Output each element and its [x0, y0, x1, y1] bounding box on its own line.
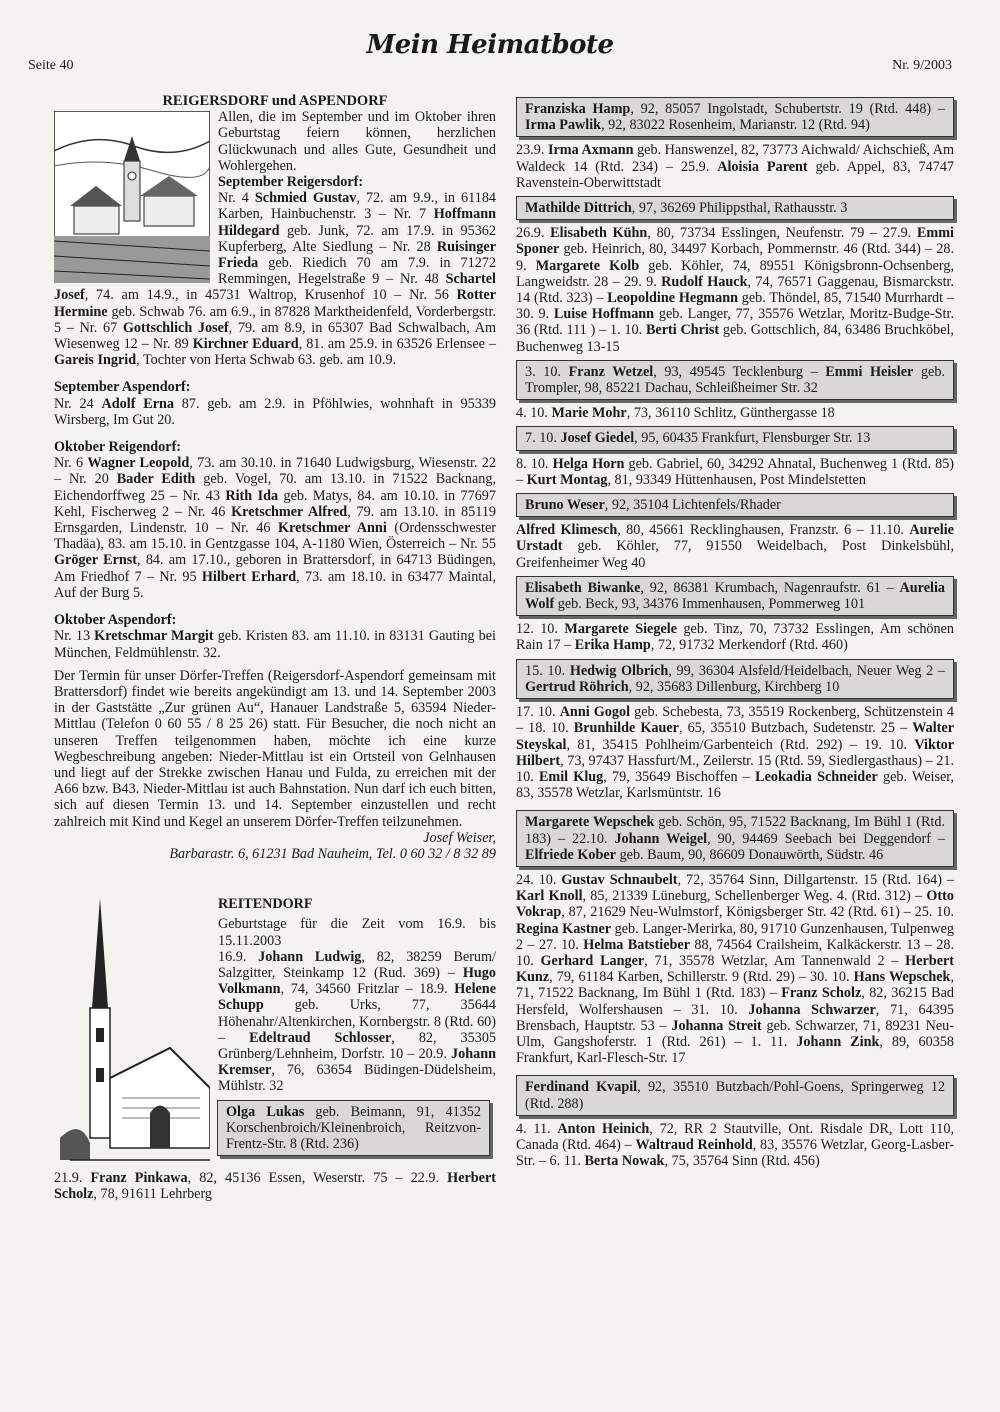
highlight-box-biwanke — [516, 576, 954, 616]
list-entry: Alfred Klimesch, 80, 45661 Recklinghausen, Franzstr. 6 – 11.10. Aurelie Urstadt geb. Köhler, 77, 91550 Weidelbach, Post Dinkelsbühl, Greifenheimer Weg 40 — [516, 522, 954, 571]
box-text: Mathilde Dittrich, 97, 36269 Philippsthal, Rathausstr. 3 — [525, 200, 848, 217]
highlight-box-olga-lukas — [217, 1100, 490, 1157]
highlight-box-wetzel — [516, 360, 954, 400]
subtitle-sept-reigersdorf: September Reigersdorf: — [218, 174, 364, 191]
intro-text: Allen, die im September und im Oktober ihren Geburtstag feiern können, herzlichen Glückwunach und alles Gute, Gesundheit und Wohlergehen. — [218, 109, 496, 174]
church-drawing-icon — [60, 898, 210, 1168]
reitendorf-block — [217, 896, 496, 1156]
sept-aspendorf-list: Nr. 24 Adolf Erna 87. geb. am 2.9. in Pföhlwies, wohnhaft in 95339 Wirsberg, Im Gut 20. — [54, 395, 497, 428]
page-number: Seite 40 — [28, 58, 74, 73]
list-entry: 17. 10. Anni Gogol geb. Schebesta, 73, 35519 Rockenberg, Schützenstein 4 – 18. 10. Brunhilde Kauer, 65, 35510 Butzbach, Sudetenstr. 25 – Walter Steyskal, 81, 35415 Pohlheim/Garbenteich (Rtd. 292) – 19. 10. Viktor Hilbert, 73, 97437 Hassfurt/M., Zeilerstr. 15 (Rtd. 59, Siedlergasthaus) – 21. 10. Emil Klug, 79, 35649 Bischoffen – Leokadia Schneider geb. Weiser, 83, 35578 Wetzlar, Karlsmüntstr. 16 — [516, 704, 955, 802]
highlight-box-hamp — [516, 97, 954, 137]
sept-reigersdorf-list: Nr. 4 Schmied Gustav, 72. am 9.9., in 61184 Karben, Hainbuchenstr. 3 – Nr. 7 Hoffmann Hildegard geb. Junk, 72. am 17.9. in 95362 Kupferberg, Alte Siedlung – Nr. 28 Ruisinger Frieda geb. Riedich 70 am 7.9. in 71272 Remmingen, Hegelstraße 9 – Nr. 48 Schartel Josef, 74. am 14.9., in 45731 Waltrop, Krusenhof 10 – Nr. 56 Rotter Hermine geb. Schwab 76. am 6.9., in 87828 Marktheidenfeld, Vorderbergstr. 5 – Nr. 67 Gottschlich Josef, 79. am 8.9, in 65307 Bad Schwalbach, Am Wiesenweg 12 – Nr. 89 Kirchner Eduard, 81. am 25.9. in 63526 Erlensee – Gareis Ingrid, Tochter von Herta Schwab 63. geb. am 10.9. — [54, 190, 497, 369]
issue-number: Nr. 9/2003 — [892, 58, 952, 73]
subtitle-okt-aspendorf: Oktober Aspendorf: — [54, 612, 177, 629]
highlight-box-wepschek — [516, 810, 954, 867]
okt-reigendorf-list: Nr. 6 Wagner Leopold, 73. am 30.10. in 71640 Ludwigsburg, Wiesenstr. 22 – Nr. 20 Bader Edith geb. Vogel, 70. am 13.10. in 71522 Backnang, Eichendorffweg 25 – Nr. 43 Rith Ida geb. Matys, 84. am 10.10. in 77697 Kehl, Fischerweg 2 – Nr. 46 Kretschmer Alfred, 79. am 13.10. in 85119 Ernsgarden, Lindenstr. 10 – Nr. 46 Kretschmer Anni (Ordensschwester Thadäa), 83. am 15.10. in Gentzgasse 104, A-1180 Wien, Österreich – Nr. 55 Gröger Ernst, 84. am 17.10., geboren in Brattersdorf, in 64713 Büdingen, Am Friedhof 7 – Nr. 95 Hilbert Erhard, 73. am 18.10. in 63477 Maintal, Auf der Burg 5. — [54, 455, 497, 601]
highlight-box-giedel — [516, 426, 954, 450]
okt-aspendorf-list: Nr. 13 Kretschmar Margit geb. Kristen 83. am 11.10. in 83131 Gauting bei München, Feldmühlenstr. 32. — [54, 628, 496, 661]
box-text: Margarete Wepschek geb. Schön, 95, 71522 Backnang, Im Bühl 1 (Rtd. 183) – 22.10. Johann Weigel, 90, 94469 Seebach bei Deggendorf – Elfriede Kober geb. Baum, 90, 86609 Donauwörth, Südstr. 46 — [525, 814, 946, 863]
section-title-reigersdorf: REIGERSDORF und ASPENDORF — [162, 93, 388, 109]
box-text: Elisabeth Biwanke, 92, 86381 Krumbach, Nagenraufstr. 61 – Aurelia Wolf geb. Beck, 93, 34376 Immenhausen, Pommerweg 101 — [525, 579, 945, 613]
list-entry: 8. 10. Helga Horn geb. Gabriel, 60, 34292 Ahnatal, Buchenweg 1 (Rtd. 85) – Kurt Montag, 81, 93349 Hüttenhausen, Post Mindelstetten — [516, 455, 955, 488]
list-entry: 24. 10. Gustav Schnaubelt, 72, 35764 Sinn, Dillgartenstr. 15 (Rtd. 164) – Karl Knoll, 85, 21339 Lüneburg, Schellenberger Weg. 4. (Rtd. 312) – Otto Vokrap, 87, 21629 Neu-Wulmstorf, Königsberger Str. 42 (Rtd. 61) – 25. 10. Regina Kastner geb. Langer-Merirka, 80, 91710 Gunzenhausen, Tulpenweg 2 – 27. 10. Helma Batstieber 88, 74564 Crailsheim, Kalkäckerstr. 13 – 28. 10. Gerhard Langer, 71, 35578 Wetzlar, Am Tannenwald 2 – Herbert Kunz, 79, 61184 Karben, Schillerstr. 9 (Rtd. 29) – 30. 10. Hans Wepschek, 71, 71522 Backnang, Im Bühl 1 (Rtd. 183) – Franz Scholz, 82, 36215 Bad Hersfeld, Wolfershausen – 31. 10. Johanna Schwarzer, 71, 64395 Brensbach, Hauptstr. 53 – Johanna Streit geb. Schwarzer, 71, 89231 Neu-Ulm, Gangshoferstr. 1 (Rtd. 261) – 1. 11. Johann Zink, 89, 60358 Frankfurt, Karl-Flesch-Str. 17 — [516, 871, 955, 1067]
highlight-box-olbrich — [516, 659, 954, 699]
section-title-reitendorf: REITENDORF — [218, 896, 313, 913]
masthead-logo: Mein Heimatbote — [366, 30, 614, 60]
signature-address: Barbarastr. 6, 61231 Bad Nauheim, Tel. 0 60 32 / 8 32 89 — [169, 845, 496, 862]
box-text: 15. 10. Hedwig Olbrich, 99, 36304 Alsfeld/Heidelbach, Neuer Weg 2 – Gertrud Röhrich, 92, 35683 Dillenburg, Kirchberg 10 — [525, 662, 945, 695]
reitendorf-list: 16.9. Johann Ludwig, 82, 38259 Berum/ Salzgitter, Steinkamp 12 (Rud. 369) – Hugo Volkmann, 74, 34560 Fritzlar – 18.9. Helene Schupp geb. Urks, 77, 35644 Höhenahr/Altenkirchen, Kornbergstr. 8 (Rtd. 60) – Edeltraud Schlosser, 82, 35305 Grünberg/Lehnheim, Dorfstr. 10 – 20.9. Johann Kremser, 76, 63654 Büdingen-Düdelsheim, Mühlstr. 32 — [218, 948, 496, 1095]
box-text: Olga Lukas geb. Beimann, 91, 41352 Korschenbroich/Kleinenbroich, Reitzvon-Frentz-Str. 8 (Rtd. 236) — [226, 1103, 481, 1152]
list-entry: 23.9. Irma Axmann geb. Hanswenzel, 82, 73773 Aichwald/ Aichschieß, Am Waldeck 14 (Rtd. 234) – 25.9. Aloisia Parent geb. Appel, 83, 74747 Ravenstein-Oberwittstadt — [516, 142, 955, 191]
reitendorf-list-end: 21.9. Franz Pinkawa, 82, 45136 Essen, Weserstr. 75 – 22.9. Herbert Scholz, 78, 91611 Lehrberg — [54, 1170, 496, 1203]
highlight-box-kvapil — [516, 1075, 954, 1115]
box-text: 3. 10. Franz Wetzel, 93, 49545 Tecklenburg – Emmi Heisler geb. Trompler, 98, 85221 Dachau, Schleißheimer Str. 32 — [525, 363, 945, 397]
box-text: 7. 10. Josef Giedel, 95, 60435 Frankfurt, Flensburger Str. 13 — [525, 430, 871, 447]
highlight-box-dittrich — [516, 196, 954, 220]
box-text: Franziska Hamp, 92, 85057 Ingolstadt, Schubertstr. 19 (Rtd. 448) – Irma Pawlik, 92, 83022 Rosenheim, Marianstr. 12 (Rtd. 94) — [525, 101, 946, 134]
box-text: Ferdinand Kvapil, 92, 35510 Butzbach/Pohl-Goens, Springerweg 12 (Rtd. 288) — [525, 1079, 946, 1112]
list-entry: 26.9. Elisabeth Kühn, 80, 73734 Esslingen, Neufenstr. 79 – 27.9. Emmi Sponer geb. Heinrich, 80, 34497 Korbach, Pommernstr. 46 (Rtd. 344) – 28. 9. Margarete Kolb geb. Köhler, 74, 89551 Königsbronn-Ochsenberg, Langweidstr. 28 – 29. 9. Rudolf Hauck, 74, 76571 Gaggenau, Bismarckstr. 14 (Rtd. 323) – Leopoldine Hegmann geb. Thöndel, 85, 71540 Murrhardt – 30. 9. Luise Hoffmann geb. Langer, 77, 35576 Wetzlar, Moritz-Budge-Str. 36 (Rtd. 111 ) – 1. 10. Berti Christ geb. Gottschlich, 84, 63486 Bruchköbel, Buchenweg 13-15 — [516, 225, 955, 355]
left-column — [54, 93, 496, 1203]
box-text: Bruno Weser, 92, 35104 Lichtenfels/Rhader — [525, 497, 781, 514]
treffen-text: Der Termin für unser Dörfer-Treffen (Reigersdorf-Aspendorf gemeinsam mit Brattersdorf) findet wie bereits angekündigt am 13. und 14. September 2003 in der Gaststätte „Zur grünen Au“, Hanauer Landstraße 5, 63594 Nieder-Mittlau (Telefon 0 60 55 / 8 25 26) statt. Für Besucher, die noch nicht an unseren Treffen teilgenommen haben, möchte ich eine kurze Wegbeschreibung angeben: Nieder-Mittlau ist ein Ortsteil von Gelnhausen und liegt auf der Strekke zwischen Hanau und Fulda, zu erreichen mit der A66 bzw. B43. Nieder-Mittlau ist auch Bahnstation. Nun darf ich euch bitten, sich auf diesen Termin 13. und 14. September einzustellen und recht zahlreich mit Kind und Kegel an unserem Dörfer-Treffen teilzunehmen. — [54, 667, 496, 830]
subtitle-sept-aspendorf: September Aspendorf: — [54, 379, 191, 396]
village-drawing-icon — [54, 111, 210, 283]
page-header — [28, 30, 952, 80]
signature-name: Josef Weiser, — [423, 829, 496, 846]
list-entry: 4. 11. Anton Heinich, 72, RR 2 Stautville, Ont. Risdale DR, Lott 110, Canada (Rtd. 464) – Waltraud Reinhold, 83, 35576 Wetzlar, Georg-Lasber-Str. – 6. 11. Berta Nowak, 75, 35764 Sinn (Rtd. 456) — [516, 1120, 954, 1170]
reitendorf-intro: Geburtstage für die Zeit vom 16.9. bis 15.11.2003 — [218, 916, 496, 949]
highlight-box-weser — [516, 493, 954, 517]
list-entry: 4. 10. Marie Mohr, 73, 36110 Schlitz, Günthergasse 18 — [516, 405, 835, 422]
right-column — [516, 97, 954, 1169]
subtitle-okt-reigendorf: Oktober Reigendorf: — [54, 439, 182, 456]
list-entry: 12. 10. Margarete Siegele geb. Tinz, 70, 73732 Esslingen, Am schönen Rain 17 – Erika Hamp, 72, 91732 Merkendorf (Rtd. 460) — [516, 621, 955, 654]
